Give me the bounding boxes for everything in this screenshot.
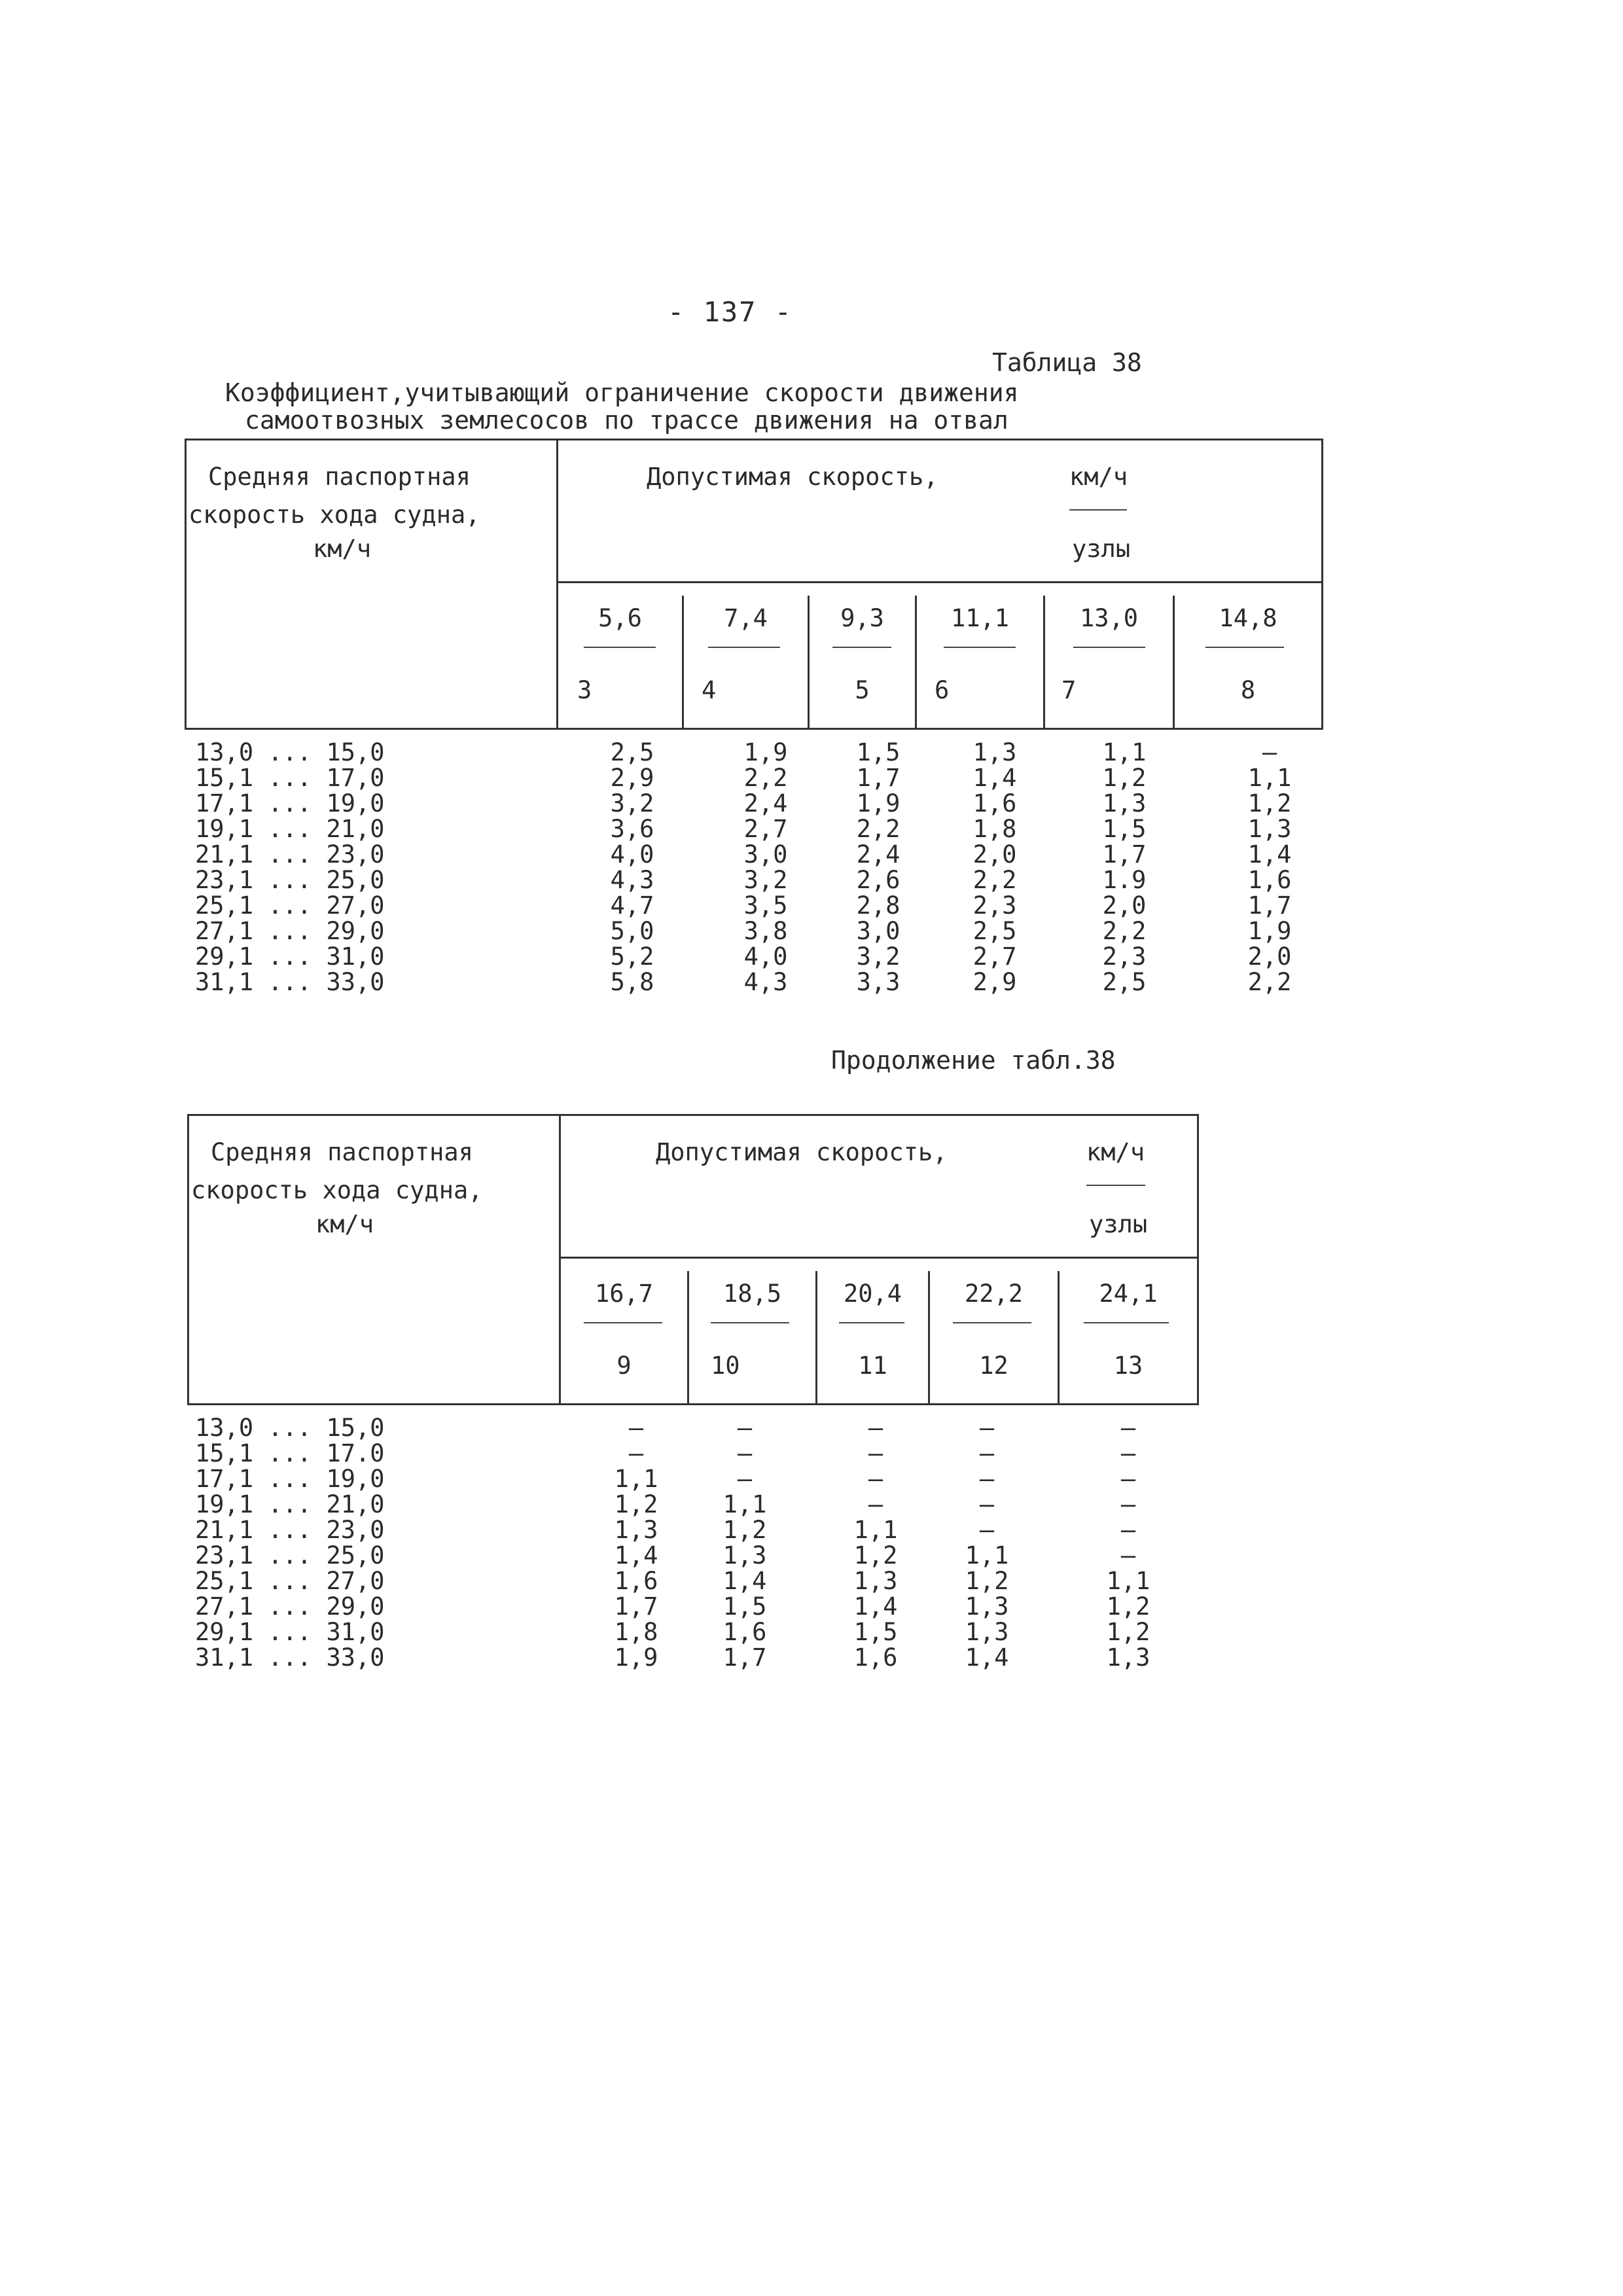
- coefficient-cell: 2,8: [856, 891, 901, 920]
- header-top-border: [185, 439, 1323, 440]
- coefficient-cell: 4,3: [610, 866, 654, 894]
- coefficient-cell: 2,2: [743, 764, 788, 792]
- table-title-line-1: Коэффициент,учитывающий ограничение скорости движения: [225, 378, 1019, 407]
- speed-kmh: 18,5: [722, 1280, 782, 1308]
- coefficient-cell: 2,2: [1102, 917, 1147, 945]
- coefficient-cell: 2,2: [856, 815, 901, 843]
- coefficient-cell: 1,7: [614, 1592, 658, 1621]
- table-row: [195, 893, 1308, 918]
- coefficient-cell: –: [1120, 1414, 1136, 1442]
- coefficient-cell: –: [1120, 1465, 1136, 1493]
- coefficient-cell: –: [628, 1414, 644, 1442]
- speed-kmh: 20,4: [843, 1280, 902, 1308]
- coefficient-cell: –: [1262, 738, 1277, 766]
- fraction-line: [839, 1322, 904, 1323]
- speed-title: Допустимая скорость,: [647, 463, 938, 491]
- coefficient-cell: 5,2: [610, 942, 654, 971]
- coefficient-cell: 1,1: [965, 1541, 1009, 1570]
- coefficient-cell: 1,4: [965, 1643, 1009, 1672]
- coefficient-cell: 1,2: [1247, 789, 1292, 817]
- table-row: [195, 1517, 1203, 1543]
- speed-knots: 8: [1240, 676, 1256, 704]
- coefficient-cell: –: [979, 1490, 995, 1518]
- speed-range-cell: 19,1 ... 21,0: [195, 1490, 385, 1518]
- coefficient-cell: 3,2: [743, 866, 788, 894]
- table-row: [195, 1645, 1203, 1670]
- speed-knots: 3: [577, 676, 592, 704]
- speed-knots: 11: [858, 1352, 887, 1380]
- speed-kmh: 7,4: [724, 604, 768, 632]
- speed-knots: 10: [711, 1352, 740, 1380]
- fraction-line: [584, 647, 656, 648]
- coefficient-cell: 1,3: [1106, 1643, 1150, 1672]
- coefficient-cell: –: [628, 1439, 644, 1467]
- speed-range-cell: 27,1 ... 29,0: [195, 917, 385, 945]
- coefficient-cell: 2,4: [743, 789, 788, 817]
- speed-kmh: 5,6: [598, 604, 642, 632]
- coefficient-cell: 3,6: [610, 815, 654, 843]
- speed-range-cell: 19,1 ... 21,0: [195, 815, 385, 843]
- table-38-continuation-header: [187, 1114, 1199, 1415]
- speed-range-cell: 21,1 ... 23,0: [195, 840, 385, 869]
- coefficient-cell: 2,6: [856, 866, 901, 894]
- coefficient-cell: 1,8: [972, 815, 1017, 843]
- coefficient-cell: 2,0: [1247, 942, 1292, 971]
- coefficient-cell: 1,2: [1106, 1592, 1150, 1621]
- table-label: Таблица 38: [992, 348, 1142, 377]
- coefficient-cell: 3,2: [610, 789, 654, 817]
- fraction-line: [1073, 647, 1145, 648]
- coefficient-cell: 1,2: [1106, 1618, 1150, 1646]
- coefficient-cell: 1,6: [972, 789, 1017, 817]
- coefficient-cell: 2,5: [972, 917, 1017, 945]
- unit-knots: узлы: [1089, 1210, 1148, 1238]
- speed-knots: 7: [1061, 676, 1077, 704]
- speed-kmh: 9,3: [840, 604, 884, 632]
- coefficient-cell: –: [979, 1465, 995, 1493]
- coefficient-cell: 4,3: [743, 968, 788, 996]
- coefficient-cell: 1,3: [1247, 815, 1292, 843]
- coefficient-cell: 2,4: [856, 840, 901, 869]
- coefficient-cell: 1,9: [1247, 917, 1292, 945]
- coefficient-cell: 1,2: [965, 1567, 1009, 1595]
- header-col1-line-3: км/ч: [315, 1210, 374, 1238]
- coefficient-cell: 1,3: [972, 738, 1017, 766]
- coefficient-cell: 1,3: [965, 1618, 1009, 1646]
- unit-fraction-line: [1069, 509, 1127, 511]
- coefficient-cell: 4,0: [610, 840, 654, 869]
- coefficient-cell: 5,8: [610, 968, 654, 996]
- fraction-line: [708, 647, 780, 648]
- speed-kmh: 16,7: [594, 1280, 654, 1308]
- speed-knots: 12: [979, 1352, 1008, 1380]
- coefficient-cell: 1,4: [722, 1567, 767, 1595]
- header-col1-line-1: Средняя паспортная: [208, 463, 471, 491]
- coefficient-cell: 1,3: [614, 1516, 658, 1544]
- unit-knots: узлы: [1072, 535, 1131, 563]
- speed-kmh: 24,1: [1099, 1280, 1158, 1308]
- table-row: [195, 1619, 1203, 1645]
- coefficient-cell: –: [1120, 1490, 1136, 1518]
- header-col1-line-2: скорость хода судна,: [191, 1176, 483, 1204]
- speed-kmh: 13,0: [1079, 604, 1139, 632]
- coefficient-cell: 1,1: [614, 1465, 658, 1493]
- coefficient-cell: 1,3: [853, 1567, 898, 1595]
- speed-range-cell: 15,1 ... 17,0: [195, 764, 385, 792]
- coefficient-cell: 2,3: [972, 891, 1017, 920]
- coefficient-cell: 2,9: [610, 764, 654, 792]
- coefficient-cell: 1,9: [743, 738, 788, 766]
- coefficient-cell: 1,2: [614, 1490, 658, 1518]
- speed-range-cell: 27,1 ... 29,0: [195, 1592, 385, 1621]
- header-right-border: [1197, 1114, 1199, 1405]
- coefficient-cell: 1,4: [972, 764, 1017, 792]
- speed-knots: 6: [935, 676, 950, 704]
- table-row: [195, 969, 1308, 995]
- coefficient-cell: 1,1: [1102, 738, 1147, 766]
- speed-range-cell: 31,1 ... 33,0: [195, 1643, 385, 1672]
- table-row: [195, 944, 1308, 969]
- header-col1-line-3: км/ч: [313, 535, 372, 563]
- coefficient-cell: 3,2: [856, 942, 901, 971]
- speed-range-cell: 21,1 ... 23,0: [195, 1516, 385, 1544]
- coefficient-cell: 1,6: [614, 1567, 658, 1595]
- coefficient-cell: –: [868, 1465, 883, 1493]
- coefficient-cell: 1,2: [853, 1541, 898, 1570]
- speed-range-cell: 17,1 ... 19,0: [195, 789, 385, 817]
- speed-range-cell: 29,1 ... 31,0: [195, 1618, 385, 1646]
- coefficient-cell: 2,5: [1102, 968, 1147, 996]
- coefficient-cell: 1,4: [853, 1592, 898, 1621]
- coefficient-cell: 1,5: [1102, 815, 1147, 843]
- coefficient-cell: 3,5: [743, 891, 788, 920]
- header-top-border: [187, 1114, 1199, 1116]
- header-col1-separator: [556, 439, 558, 730]
- header-left-border: [185, 439, 187, 730]
- coefficient-cell: 3,0: [743, 840, 788, 869]
- table-row: [195, 791, 1308, 816]
- table-row: [195, 1568, 1203, 1594]
- coefficient-cell: 1,1: [1247, 764, 1292, 792]
- coefficient-cell: 1,7: [1247, 891, 1292, 920]
- fraction-line: [953, 1322, 1031, 1323]
- table-row: [195, 918, 1308, 944]
- speed-range-cell: 23,1 ... 25,0: [195, 866, 385, 894]
- table-38-header: [185, 439, 1323, 740]
- coefficient-cell: 1,2: [722, 1516, 767, 1544]
- speed-kmh: 14,8: [1219, 604, 1277, 632]
- coefficient-cell: 1,5: [856, 738, 901, 766]
- table-row: [195, 867, 1308, 893]
- table-row: [195, 1492, 1203, 1517]
- coefficient-cell: 1,7: [856, 764, 901, 792]
- coefficient-cell: –: [1120, 1516, 1136, 1544]
- coefficient-cell: 1,6: [722, 1618, 767, 1646]
- coefficient-cell: 1,3: [722, 1541, 767, 1570]
- header-mid-border: [559, 1257, 1199, 1259]
- continuation-label: Продолжение табл.38: [831, 1046, 1116, 1075]
- coefficient-cell: 1,3: [965, 1592, 1009, 1621]
- coefficient-cell: 1,7: [722, 1643, 767, 1672]
- coefficient-cell: 1,1: [722, 1490, 767, 1518]
- coefficient-cell: 1,1: [1106, 1567, 1150, 1595]
- coefficient-cell: 1,4: [614, 1541, 658, 1570]
- fraction-line: [711, 1322, 789, 1323]
- coefficient-cell: –: [979, 1439, 995, 1467]
- coefficient-cell: –: [979, 1516, 995, 1544]
- speed-range-cell: 29,1 ... 31,0: [195, 942, 385, 971]
- coefficient-cell: 3,0: [856, 917, 901, 945]
- table-38-continuation-data: [195, 1415, 1203, 1670]
- coefficient-cell: –: [1120, 1541, 1136, 1570]
- speed-range-cell: 23,1 ... 25,0: [195, 1541, 385, 1570]
- header-bottom-border: [187, 1403, 1199, 1405]
- speed-range-cell: 17,1 ... 19,0: [195, 1465, 385, 1493]
- coefficient-cell: 1,9: [614, 1643, 658, 1672]
- page-number: - 137 -: [668, 296, 793, 328]
- table-row: [195, 1441, 1203, 1466]
- header-col1-line-2: скорость хода судна,: [188, 501, 480, 529]
- coefficient-cell: 1,7: [1102, 840, 1147, 869]
- speed-range-cell: 31,1 ... 33,0: [195, 968, 385, 996]
- table-row: [195, 1594, 1203, 1619]
- header-mid-border: [556, 581, 1323, 583]
- coefficient-cell: 2,3: [1102, 942, 1147, 971]
- fraction-line: [832, 647, 891, 648]
- speed-knots: 9: [616, 1352, 632, 1380]
- coefficient-cell: 1,4: [1247, 840, 1292, 869]
- coefficient-cell: 2,7: [743, 815, 788, 843]
- coefficient-cell: 1.9: [1102, 866, 1147, 894]
- speed-range-cell: 25,1 ... 27,0: [195, 1567, 385, 1595]
- table-row: [195, 1415, 1203, 1441]
- speed-range-cell: 13,0 ... 15,0: [195, 738, 385, 766]
- speed-range-cell: 25,1 ... 27,0: [195, 891, 385, 920]
- fraction-line: [1084, 1322, 1169, 1323]
- coefficient-cell: –: [868, 1414, 883, 1442]
- coefficient-cell: –: [979, 1414, 995, 1442]
- coefficient-cell: 2,5: [610, 738, 654, 766]
- header-col1-line-1: Средняя паспортная: [211, 1138, 473, 1166]
- coefficient-cell: 1,2: [1102, 764, 1147, 792]
- coefficient-cell: 2,2: [1247, 968, 1292, 996]
- table-title-line-2: самоотвозных землесосов по трассе движения на отвал: [245, 406, 1008, 435]
- header-left-border: [187, 1114, 189, 1405]
- coefficient-cell: 2,0: [972, 840, 1017, 869]
- coefficient-cell: 2,2: [972, 866, 1017, 894]
- coefficient-cell: 1,6: [853, 1643, 898, 1672]
- coefficient-cell: –: [1120, 1439, 1136, 1467]
- table-row: [195, 816, 1308, 842]
- coefficient-cell: 1,5: [722, 1592, 767, 1621]
- speed-range-cell: 15,1 ... 17.0: [195, 1439, 385, 1467]
- speed-knots: 4: [702, 676, 717, 704]
- table-38-data: [195, 740, 1308, 995]
- unit-kmh: км/ч: [1069, 463, 1128, 491]
- coefficient-cell: 2,0: [1102, 891, 1147, 920]
- speed-range-cell: 13,0 ... 15,0: [195, 1414, 385, 1442]
- coefficient-cell: 1,8: [614, 1618, 658, 1646]
- coefficient-cell: 3,3: [856, 968, 901, 996]
- table-row: [195, 765, 1308, 791]
- coefficient-cell: 1,3: [1102, 789, 1147, 817]
- table-row: [195, 842, 1308, 867]
- speed-title: Допустимая скорость,: [656, 1138, 948, 1166]
- table-row: [195, 1466, 1203, 1492]
- fraction-line: [1205, 647, 1284, 648]
- speed-kmh: 11,1: [950, 604, 1010, 632]
- header-bottom-border: [185, 728, 1323, 730]
- coefficient-cell: 1,1: [853, 1516, 898, 1544]
- coefficient-cell: –: [868, 1439, 883, 1467]
- coefficient-cell: 2,9: [972, 968, 1017, 996]
- unit-fraction-line: [1086, 1185, 1145, 1186]
- coefficient-cell: 3,8: [743, 917, 788, 945]
- coefficient-cell: –: [737, 1414, 753, 1442]
- speed-knots: 5: [855, 676, 870, 704]
- fraction-line: [584, 1322, 662, 1323]
- coefficient-cell: 5,0: [610, 917, 654, 945]
- speed-knots: 13: [1113, 1352, 1143, 1380]
- coefficient-cell: –: [737, 1439, 753, 1467]
- coefficient-cell: –: [737, 1465, 753, 1493]
- coefficient-cell: 4,7: [610, 891, 654, 920]
- coefficient-cell: 1,5: [853, 1618, 898, 1646]
- table-row: [195, 1543, 1203, 1568]
- header-right-border: [1321, 439, 1323, 730]
- coefficient-cell: 4,0: [743, 942, 788, 971]
- unit-kmh: км/ч: [1086, 1138, 1145, 1166]
- coefficient-cell: 1,9: [856, 789, 901, 817]
- speed-kmh: 22,2: [964, 1280, 1024, 1308]
- coefficient-cell: 2,7: [972, 942, 1017, 971]
- coefficient-cell: 1,6: [1247, 866, 1292, 894]
- coefficient-cell: –: [868, 1490, 883, 1518]
- fraction-line: [944, 647, 1016, 648]
- table-row: [195, 740, 1308, 765]
